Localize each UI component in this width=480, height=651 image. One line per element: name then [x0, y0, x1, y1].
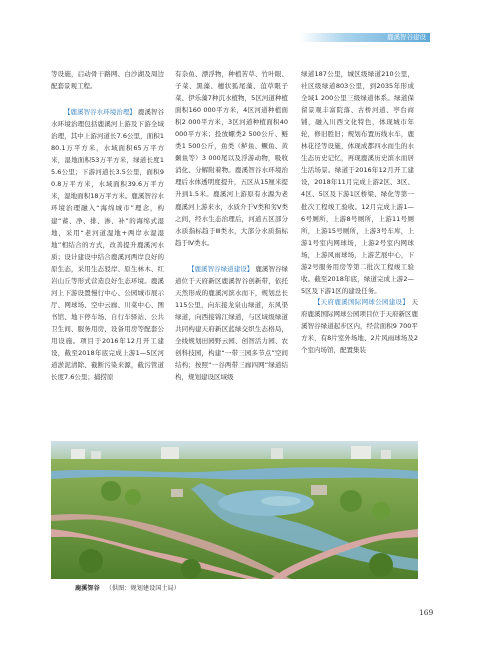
- section-greenway: [175, 263, 288, 383]
- aerial-photo-illustration: [51, 441, 418, 579]
- caption-credit: （供图：规划建设国土局）: [105, 585, 180, 592]
- section-title: 【鹿溪智谷绿道建设】: [188, 264, 254, 273]
- section-title: 【鹿溪智谷水环境治理】: [64, 108, 136, 117]
- section-water-treatment: [51, 106, 164, 383]
- paragraph-continued: 绿道187公里，城区级绿道210公里，社区级绿道803公里，到2035年形成全域1 200公里三级绿道体系。绿道保留景观丰富院落、古桥河道、亭台商铺，融入川西文化特色，体现城市年轮，修旧胜旧；规划布置历线水车，鹿林花径等设施，体现成都四水而生的水生态历史记忆，再现鹿溪历史滨水而居生活场景。绿道于2016年12月开工建设，2018年11月完成上游2区、3区、4区、5区及下游1区桥梁、绿化等第一批次工程竣工验收。12月完成上游1—6号厕所，上游8号厕所，上游11号厕所，上游15号厕所，上游3号车库，上游1号室内网球场，上游2号室内网球场，上游风雨球场，上游艺展中心，下游2号服务用房等第二批次工程竣工验收。截至2018年底，绿道完成上游2—5区及下游1区的建设任务。: [301, 70, 414, 295]
- aerial-photo: [51, 441, 418, 579]
- section-gap: [51, 92, 164, 106]
- section-title: 【天府鹿溪国际网球公园建设】: [314, 298, 410, 306]
- photo-caption: [75, 584, 180, 594]
- page-number: 169: [419, 608, 434, 617]
- caption-title: 鹿溪智谷: [75, 585, 100, 592]
- text-column-2: [175, 68, 288, 436]
- text-column-3-lower: [301, 296, 418, 436]
- section-body: 天府鹿溪国际网球公园项目位于天府新区鹿溪智谷绿道起步区内，经营面积9 700平方米，有8片室外场地、2片风雨球场及2个室内场馆，配置集装: [301, 298, 418, 355]
- running-header-title: 鹿溪智谷建设: [387, 33, 426, 41]
- section-tennis-park: [301, 296, 418, 356]
- text-column-1: [51, 68, 164, 436]
- paragraph-continued: 等设施，启动骨干路网、白沙湖及周边配套景观工程。: [51, 70, 164, 91]
- section-body: 鹿溪智谷水环境治理包括鹿溪河上游及下游全域治理，其中上游河道长7.6公里，面积180.1万平方米，水域面积65万平方米，湿地面积53万平方米，绿道长度15.6公里；下游河道长3.5公里，面积90.8万平方米，水域面积39.6万平方米，湿地面积18万平方米。鹿溪智谷水环境治理融入“海绵城市”理念，构建“蓄、净、排、渗、补”的海绵式湿地，采用“老河道湿地+两岸水湿湿地”相结合的方式，改善提升鹿溪河水质；设计建设中结合鹿溪河两岸良好的原生态，采用生态驳岸、原生林木、红岩山丘等形式营造良好生态环境。鹿溪河上下游设置慢行中心、公园城市展示厅、网球场、空中云廊、川菜中心、图书馆、地下停车场、自行车驿站、公共卫生间、服务用房、设备用房等配套公用设施。项目于2016年12月开工建设，截至2018年底完成上游1—5区河道淤泥清除、截断污染来源，截污管道长度7.6公里；捕捞原: [51, 108, 164, 382]
- page-header: [0, 0, 480, 44]
- paragraph-continued: 有杂鱼、漂浮物，种植苦草、竹叶眼、子菜、黑藻、穗状狐尾藻、菹草眼子菜、伊乐藻7种沉水植物，5区河道种植面积160 000平方米，4区河道种植面积2 000平方米，3区河道种植面积40 000平方米；投放螺类2 500公斤、鲢类1 500公斤，鱼类（鲈鱼、鳜鱼、黄颡鱼等）3 000尾以及浮游动物，吸收消化、分解附着物。鹿溪智谷水环境治理后水体透明度提升，五区从15厘米提升到1.5米。鹿溪河上游原有水源为老鹿溪河上游来水，水质介于Ⅴ类和劣Ⅴ类之间，经水生态治理后，河道五区部分水质指标趋于Ⅲ类水，大部分水质指标趋于Ⅳ类水。: [175, 70, 288, 247]
- section-gap: [175, 249, 288, 263]
- section-body: 鹿溪智谷绿道位于天府新区鹿溪智谷创新带，依托天然形成的鹿溪河滨水而下，规划总长115公里，向东接龙泉山绿道，东风渠绿道，向西接锦江绿道，与区域级绿道共同构建天府新区蓝绿交织生态格局，全线规划田园野云园、创智活力园、农创科技园，构建“一带三园多节点”空间结构；按照“一谷两带三廊四网”绿道结构，规划建设区域级: [175, 264, 288, 382]
